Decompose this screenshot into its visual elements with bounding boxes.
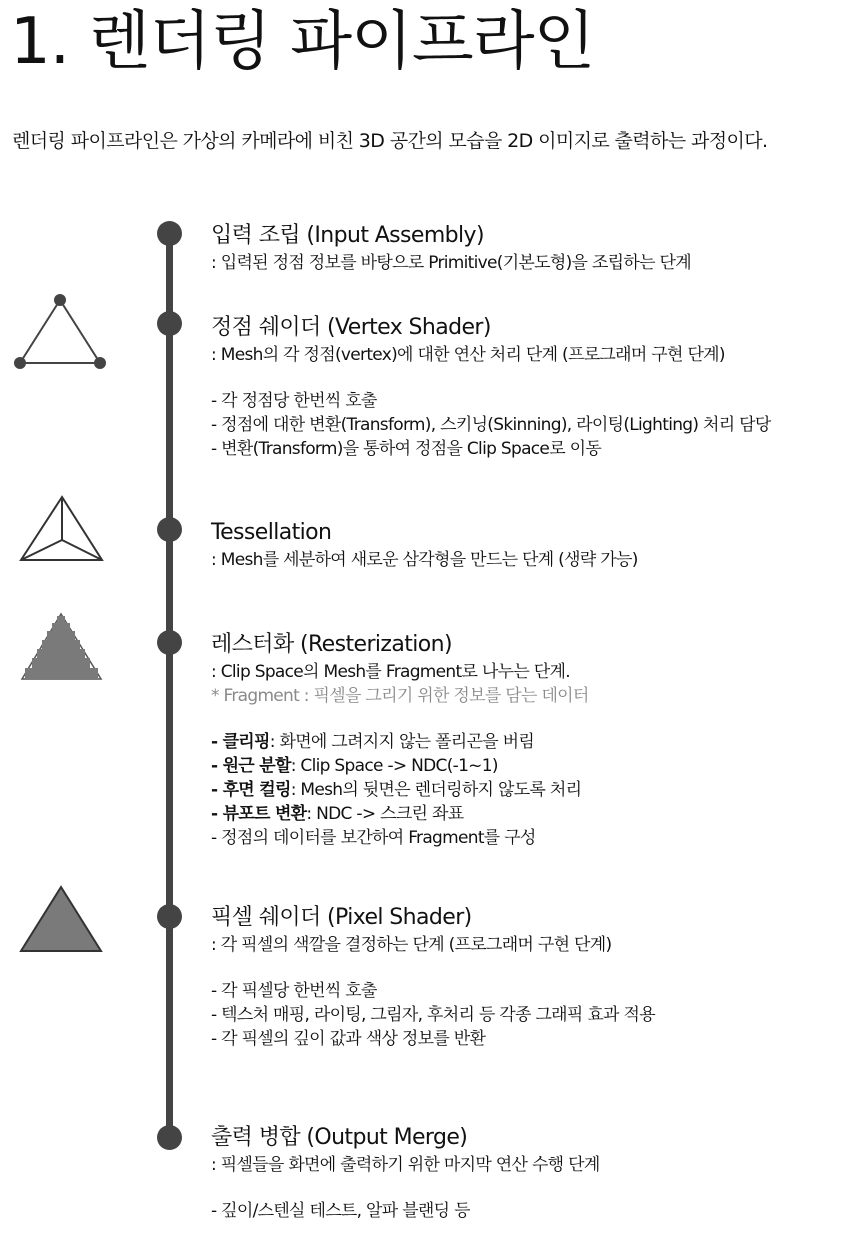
step-title: 입력 조립 (Input Assembly) [211, 223, 484, 248]
bullet-item [211, 730, 589, 754]
step-output-merge [211, 1123, 600, 1223]
fragment-note: * Fragment : 픽셀을 그리기 위한 정보를 담는 데이터 [211, 686, 589, 706]
bullet-term: - 클리핑 [211, 732, 270, 752]
bullet-item [211, 754, 589, 778]
subdivided-triangle-icon [18, 494, 106, 564]
timeline-dot-output-merge [157, 1125, 182, 1150]
page-title: 1. 렌더링 파이프라인 [10, 5, 595, 79]
bullet-item: - 각 픽셀의 깊이 값과 색상 정보를 반환 [211, 1029, 486, 1049]
bullet-item [211, 802, 589, 826]
bullet-item [211, 826, 589, 850]
timeline-dot-input-assembly [157, 221, 182, 246]
step-description: : 픽셀들을 화면에 출력하기 위한 마지막 연산 수행 단계 [211, 1155, 600, 1175]
step-title: 정점 쉐이더 (Vertex Shader) [211, 315, 491, 340]
step-description: : 각 픽셀의 색깔을 결정하는 단계 (프로그래머 구현 단계) [211, 935, 612, 955]
bullet-term: - 후면 컬링 [211, 780, 291, 800]
bullet-item: - 각 픽셀당 한번씩 호출 [211, 981, 377, 1001]
triangle-vertices-icon [10, 290, 114, 372]
step-title: 픽셀 쉐이더 (Pixel Shader) [211, 905, 472, 930]
timeline-dot-pixel-shader [157, 904, 182, 929]
step-title: 레스터화 (Resterization) [211, 632, 452, 657]
step-description: : Clip Space의 Mesh를 Fragment로 나누는 단계. [211, 662, 570, 682]
bullet-text: : 화면에 그려지지 않는 폴리곤을 버림 [269, 732, 535, 752]
bullet-item: - 각 정점당 한번씩 호출 [211, 391, 377, 411]
timeline-dot-vertex-shader [157, 311, 182, 336]
bullet-text: - 정점의 데이터를 보간하여 Fragment를 구성 [211, 828, 536, 848]
bullet-text: : NDC -> 스크린 좌표 [306, 804, 464, 824]
step-description: : 입력된 정점 정보를 바탕으로 Primitive(기본도형)을 조립하는 단계 [211, 253, 691, 273]
bullet-text: : Clip Space -> NDC(-1~1) [290, 756, 498, 776]
step-title: 출력 병합 (Output Merge) [211, 1125, 468, 1150]
step-tessellation [211, 518, 638, 572]
intro-paragraph: 렌더링 파이프라인은 가상의 카메라에 비친 3D 공간의 모습을 2D 이미지로 출력하는 과정이다. [12, 130, 768, 152]
timeline-line [166, 232, 173, 1138]
bullet-item: - 변환(Transform)을 통하여 정점을 Clip Space로 이동 [211, 439, 602, 459]
step-pixel-shader [211, 903, 655, 1051]
bullet-item: - 텍스처 매핑, 라이팅, 그림자, 후처리 등 각종 그래픽 효과 적용 [211, 1005, 655, 1025]
bullet-term: - 원근 분할 [211, 756, 291, 776]
step-input-assembly [211, 221, 691, 275]
bullet-term: - 뷰포트 변환 [211, 804, 307, 824]
filled-triangle-icon [18, 884, 106, 956]
timeline-dot-tessellation [157, 517, 182, 542]
bullet-text: : Mesh의 뒷면은 렌더링하지 않도록 처리 [290, 780, 582, 800]
step-description: : Mesh를 세분하여 새로운 삼각형을 만드는 단계 (생략 가능) [211, 550, 638, 570]
step-vertex-shader [211, 313, 771, 461]
step-description: : Mesh의 각 정점(vertex)에 대한 연산 처리 단계 (프로그래머 구현 단계) [211, 345, 725, 365]
bullet-item [211, 778, 589, 802]
bullet-item: - 정점에 대한 변환(Transform), 스키닝(Skinning), 라이팅(Lighting) 처리 담당 [211, 415, 771, 435]
rasterized-triangle-icon [18, 611, 106, 683]
bullet-item: - 깊이/스텐실 테스트, 알파 블랜딩 등 [211, 1201, 470, 1221]
timeline-dot-rasterization [157, 630, 182, 655]
step-title: Tessellation [211, 520, 332, 545]
step-rasterization [211, 630, 589, 850]
